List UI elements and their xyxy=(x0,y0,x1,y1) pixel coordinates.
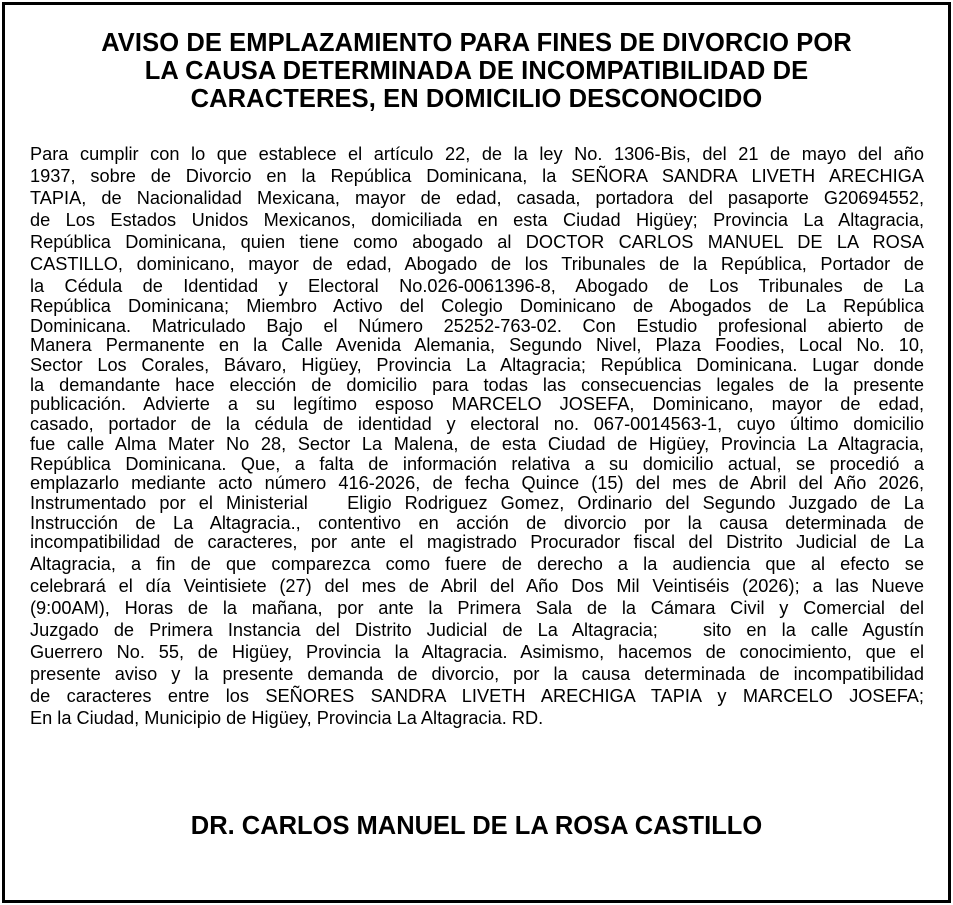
body-line: Altagracia, a fin de que comparezca como fuere de derecho a la audiencia que al efecto se xyxy=(30,553,924,574)
body-line: TAPIA, de Nacionalidad Mexicana, mayor de edad, casada, portadora del pasaporte G20694552, xyxy=(30,188,924,208)
body-line: la Cédula de Identidad y Electoral No.026-0061396-8, Abogado de Los Tribunales de La xyxy=(30,276,924,296)
notice-title-line: LA CAUSA DETERMINADA DE INCOMPATIBILIDAD DE xyxy=(144,57,809,85)
body-line: de caracteres entre los SEÑORES SANDRA LIVETH ARECHIGA TAPIA y MARCELO JOSEFA; xyxy=(30,685,924,706)
body-line: presente aviso y la presente demanda de divorcio, por la causa determinada de incompatibilidad xyxy=(30,663,924,684)
notice-frame xyxy=(2,2,951,903)
body-line: incompatibilidad de caracteres, por ante el magistrado Procurador fiscal del Distrito Judicial de La xyxy=(30,533,924,553)
body-line: En la Ciudad, Municipio de Higüey, Provincia La Altagracia. RD. xyxy=(30,707,544,728)
body-line: CASTILLO, dominicano, mayor de edad, Abogado de los Tribunales de la República, Portador de xyxy=(30,254,924,274)
body-line: 1937, sobre de Divorcio en la República Dominicana, la SEÑORA SANDRA LIVETH ARECHIGA xyxy=(30,166,924,186)
body-line: Instrumentado por el Ministerial Eligio Rodriguez Gomez, Ordinario del Segundo Juzgado de La xyxy=(30,493,924,513)
notice-title xyxy=(25,29,928,113)
notice-title-line: AVISO DE EMPLAZAMIENTO PARA FINES DE DIVORCIO POR xyxy=(101,29,852,57)
body-line: República Dominicana; Miembro Activo del Colegio Dominicano de Abogados de La República xyxy=(30,297,924,316)
body-line: Dominicana. Matriculado Bajo el Número 25252-763-02. Con Estudio profesional abierto de xyxy=(30,316,924,336)
body-line: Manera Permanente en la Calle Avenida Alemania, Segundo Nivel, Plaza Foodies, Local No. 10, xyxy=(30,336,924,356)
notice-body xyxy=(30,143,924,729)
body-line: (9:00AM), Horas de la mañana, por ante la Primera Sala de la Cámara Civil y Comercial del xyxy=(30,597,924,618)
notice-title-line: CARACTERES, EN DOMICILIO DESCONOCIDO xyxy=(190,85,763,113)
body-line: casado, portador de la cédula de identidad y electoral no. 067-0014563-1, cuyo último domicilio xyxy=(30,415,924,435)
body-line: Sector Los Corales, Bávaro, Higüey, Provincia La Altagracia; República Dominicana. Lugar donde xyxy=(30,356,924,376)
body-line: de Los Estados Unidos Mexicanos, domiciliada en esta Ciudad Higüey; Provincia La Altagracia, xyxy=(30,210,924,230)
body-line: emplazarlo mediante acto número 416-2026, de fecha Quince (15) del mes de Abril del Año 2026, xyxy=(30,474,924,494)
body-line: publicación. Advierte a su legítimo esposo MARCELO JOSEFA, Dominicano, mayor de edad, xyxy=(30,395,924,415)
signature: DR. CARLOS MANUEL DE LA ROSA CASTILLO xyxy=(190,812,763,840)
body-line: Juzgado de Primera Instancia del Distrito Judicial de La Altagracia; sito en la calle Agustín xyxy=(30,619,924,640)
body-line: Guerrero No. 55, de Higüey, Provincia la Altagracia. Asimismo, hacemos de conocimiento, que el xyxy=(30,641,924,662)
body-line: República Dominicana, quien tiene como abogado al DOCTOR CARLOS MANUEL DE LA ROSA xyxy=(30,232,924,252)
body-line: fue calle Alma Mater No 28, Sector La Malena, de esta Ciudad de Higüey, Provincia La Altagracia, xyxy=(30,434,924,454)
body-line: celebrará el día Veintisiete (27) del mes de Abril del Año Dos Mil Veintiséis (2026); a las Nueve xyxy=(30,575,924,596)
body-line: Para cumplir con lo que establece el artículo 22, de la ley No. 1306-Bis, del 21 de mayo del año xyxy=(30,144,924,164)
body-line: República Dominicana. Que, a falta de información relativa a su domicilio actual, se procedió a xyxy=(30,454,924,474)
body-line: Instrucción de La Altagracia., contentivo en acción de divorcio por la causa determinada de xyxy=(30,513,924,533)
body-line: la demandante hace elección de domicilio para todas las consecuencias legales de la presente xyxy=(30,375,924,395)
